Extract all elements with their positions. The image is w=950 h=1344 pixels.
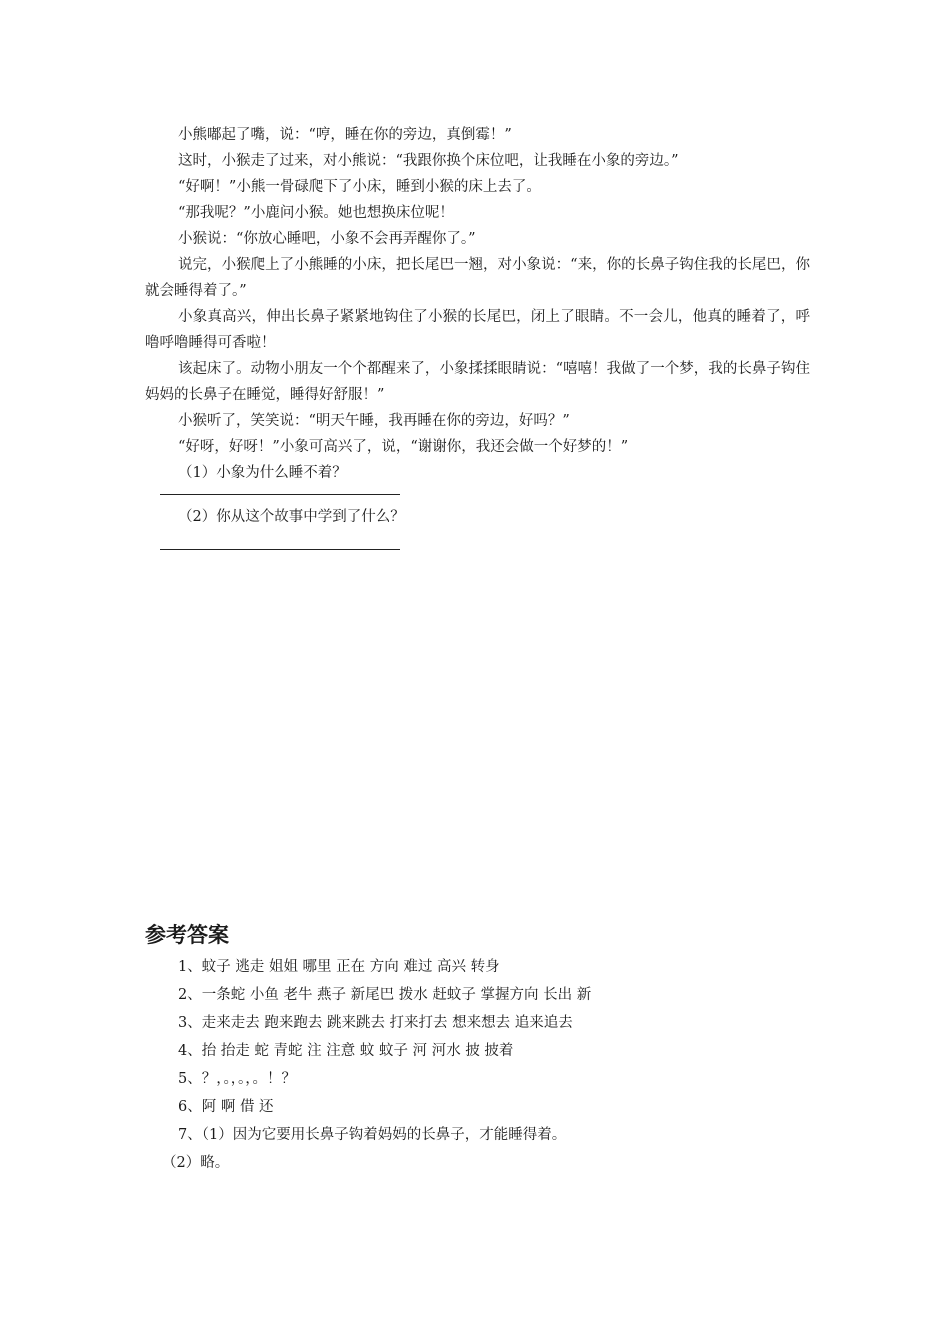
story-paragraph: “好呀，好呀！”小象可高兴了，说，“谢谢你，我还会做一个好梦的！”: [178, 439, 629, 455]
answer-line-2[interactable]: [160, 549, 400, 550]
story-paragraph: “那我呢？”小鹿问小猴。她也想换床位呢！: [178, 205, 454, 221]
answer-item: 4、抬 抬走 蛇 青蛇 注 注意 蚊 蚊子 河 河水 披 披着: [178, 1043, 514, 1059]
story-text: [145, 122, 810, 486]
story-paragraph: “好啊！”小熊一骨碌爬下了小床，睡到小猴的床上去了。: [178, 179, 541, 195]
question-1: （1）小象为什么睡不着？: [178, 465, 347, 481]
story-paragraph: 小猴说：“你放心睡吧，小象不会再弄醒你了。”: [178, 231, 476, 247]
story-paragraph: 小象真高兴，伸出长鼻子紧紧地钩住了小猴的长尾巴，闭上了眼睛。不一会儿，他真的睡着了，呼噜呼噜睡得可香啦！: [145, 309, 810, 351]
story-paragraph: 小熊嘟起了嘴，说：“哼，睡在你的旁边，真倒霉！”: [178, 127, 512, 143]
story-paragraph: 小猴听了，笑笑说：“明天午睡，我再睡在你的旁边，好吗？”: [178, 413, 570, 429]
answer-item: 5、？，。，。，。！？: [178, 1071, 296, 1087]
reference-answers-list: [145, 953, 810, 1177]
story-paragraph: 这时，小猴走了过来，对小熊说：“我跟你换个床位吧，让我睡在小象的旁边。”: [178, 153, 679, 169]
answer-item: 7、（1）因为它要用长鼻子钩着妈妈的长鼻子，才能睡得着。: [178, 1127, 567, 1143]
answer-item: 6、阿 啊 借 还: [178, 1099, 274, 1115]
answer-line-1[interactable]: [160, 494, 400, 495]
story-paragraph: 说完，小猴爬上了小熊睡的小床，把长尾巴一翘，对小象说：“来，你的长鼻子钩住我的长尾巴，你就会睡得着了。”: [145, 257, 810, 299]
story-paragraph: 该起床了。动物小朋友一个个都醒来了，小象揉揉眼睛说：“嘻嘻！我做了一个梦，我的长鼻子钩住妈妈的长鼻子在睡觉，睡得好舒服！”: [145, 361, 810, 403]
answer-item: 1、蚊子 逃走 姐姐 哪里 正在 方向 难过 高兴 转身: [178, 959, 500, 975]
reference-answers-title: 参考答案: [145, 923, 229, 947]
question-2: （2）你从这个故事中学到了什么？: [178, 509, 405, 525]
answer-item: 3、走来走去 跑来跑去 跳来跳去 打来打去 想来想去 追来追去: [178, 1015, 573, 1031]
answer-item: 2、一条蛇 小鱼 老牛 燕子 新尾巴 拨水 赶蚊子 掌握方向 长出 新: [178, 987, 592, 1003]
answer-item: （2）略。: [162, 1155, 230, 1171]
